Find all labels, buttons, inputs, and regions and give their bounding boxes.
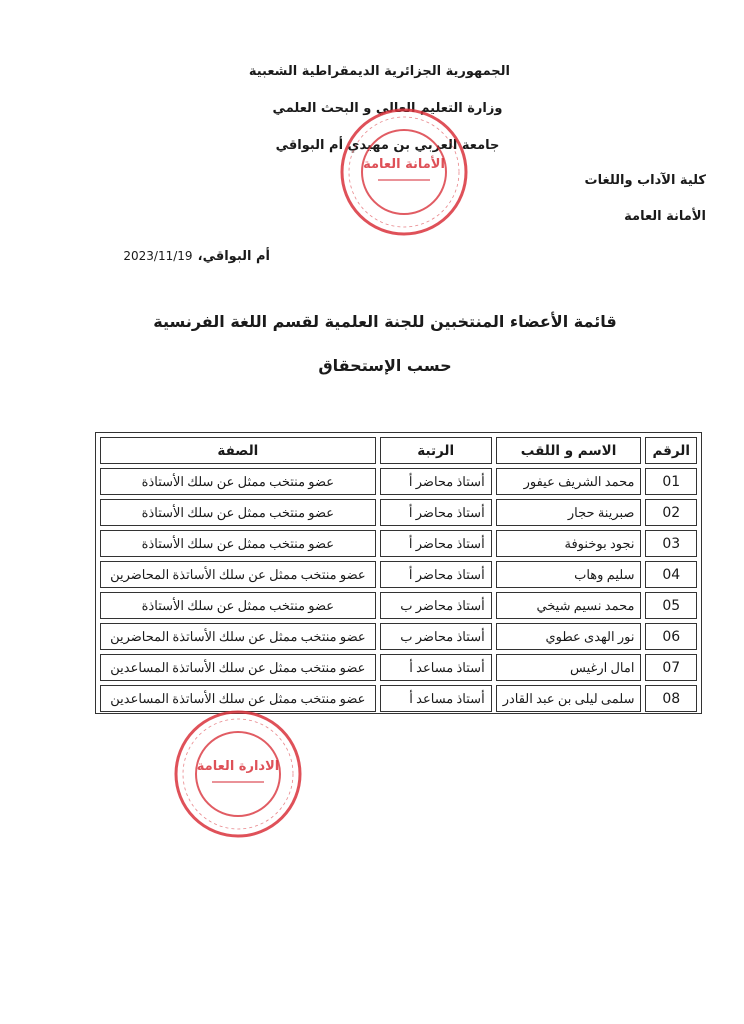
- row-number: 05: [645, 592, 697, 619]
- row-name: سلمى ليلى بن عبد القادر: [496, 685, 642, 712]
- header-rank: الرتبة: [380, 437, 492, 464]
- row-role: عضو منتخب ممثل عن سلك الأساتذة المحاضرين: [100, 623, 376, 650]
- table-row: [100, 499, 697, 526]
- row-rank: أستاذ محاضر ب: [380, 592, 492, 619]
- row-number: 02: [645, 499, 697, 526]
- document-date: 2023/11/19: [123, 249, 193, 263]
- row-name: سليم وهاب: [496, 561, 642, 588]
- row-rank: أستاذ محاضر ب: [380, 623, 492, 650]
- row-role: عضو منتخب ممثل عن سلك الأساتذة المساعدين: [100, 685, 376, 712]
- table-row: [100, 623, 697, 650]
- row-role: عضو منتخب ممثل عن سلك الأستاذة: [100, 499, 376, 526]
- header-name: الاسم و اللقب: [496, 437, 642, 464]
- table-row: [100, 592, 697, 619]
- row-rank: أستاذ مساعد أ: [380, 654, 492, 681]
- row-name: نور الهدى عطوي: [496, 623, 642, 650]
- ministry-header: وزارة التعليم العالي و البحث العلمي: [272, 101, 503, 116]
- bottom-stamp: [168, 704, 308, 844]
- table-row: [100, 530, 697, 557]
- secretariat-label: الأمانة العامة: [624, 209, 706, 224]
- place-date: [123, 245, 270, 264]
- row-name: محمد نسيم شيخي: [496, 592, 642, 619]
- row-name: محمد الشريف عيفور: [496, 468, 642, 495]
- table-row: [100, 654, 697, 681]
- header-role: الصفة: [100, 437, 376, 464]
- place-label: أم البواقي،: [197, 249, 270, 264]
- faculty-label: كلية الآداب واللغات: [584, 173, 706, 188]
- row-rank: أستاذ محاضر أ: [380, 468, 492, 495]
- row-role: عضو منتخب ممثل عن سلك الأستاذة: [100, 468, 376, 495]
- header-number: الرقم: [645, 437, 697, 464]
- table-row: [100, 468, 697, 495]
- row-number: 03: [645, 530, 697, 557]
- row-role: عضو منتخب ممثل عن سلك الأساتذة المساعدين: [100, 654, 376, 681]
- row-number: 04: [645, 561, 697, 588]
- university-header: جامعة العربي بن مهيدي أم البواقي: [275, 138, 500, 153]
- row-name: نجود بوخنوفة: [496, 530, 642, 557]
- row-rank: أستاذ محاضر أ: [380, 561, 492, 588]
- row-number: 01: [645, 468, 697, 495]
- members-table: [95, 432, 702, 714]
- top-stamp-text: الأمانة العامة: [363, 157, 445, 172]
- row-rank: أستاذ محاضر أ: [380, 530, 492, 557]
- row-number: 07: [645, 654, 697, 681]
- table-row: [100, 561, 697, 588]
- row-rank: أستاذ مساعد أ: [380, 685, 492, 712]
- top-stamp: [334, 102, 474, 242]
- row-role: عضو منتخب ممثل عن سلك الأساتذة المحاضرين: [100, 561, 376, 588]
- row-role: عضو منتخب ممثل عن سلك الأستاذة: [100, 592, 376, 619]
- table-header-row: [100, 437, 697, 464]
- document-title: قائمة الأعضاء المنتخبين للجنة العلمية لقسم اللغة الفرنسية: [153, 312, 617, 331]
- row-number: 06: [645, 623, 697, 650]
- bottom-stamp-text: الادارة العامة: [196, 759, 280, 774]
- row-rank: أستاذ محاضر أ: [380, 499, 492, 526]
- row-name: امال ارغيس: [496, 654, 642, 681]
- republic-header: الجمهورية الجزائرية الديمقراطية الشعبية: [248, 64, 510, 79]
- document-subtitle: حسب الإستحقاق: [318, 356, 452, 375]
- row-role: عضو منتخب ممثل عن سلك الأستاذة: [100, 530, 376, 557]
- row-name: صبرينة حجار: [496, 499, 642, 526]
- row-number: 08: [645, 685, 697, 712]
